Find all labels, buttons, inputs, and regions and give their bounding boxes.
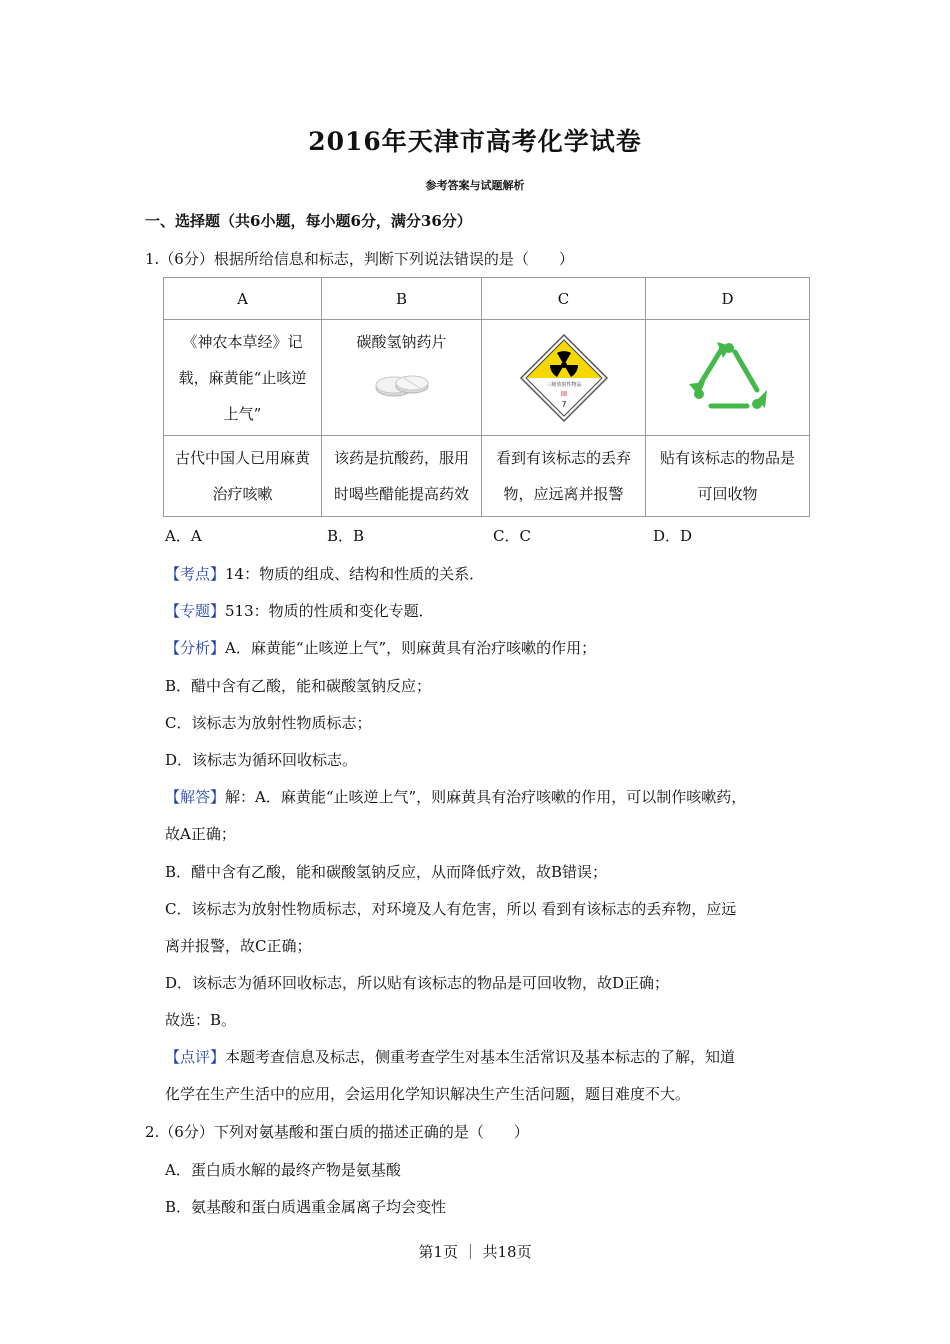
option-b: B．B [327,527,365,545]
exam-title: 2016年天津市高考化学试卷 [308,127,642,156]
jieda-line [165,786,746,807]
cell-b-info [322,320,482,436]
jieda-c1: C．该标志为放射性物质标志，对环境及人有危害，所以 看到有该标志的丢弃物，应远 [165,900,737,918]
kaodian-line [165,563,484,584]
question-1-options [165,525,865,547]
kaodian-tag: 【考点】 [165,565,226,583]
fenxi-tag: 【分析】 [165,639,226,657]
recycle-sign-icon [685,338,771,418]
cell-a-statement-line-1: 古代中国人已用麻黄 [174,449,310,467]
exam-subtitle: 参考答案与试题解析 [425,179,525,192]
fenxi-b: B．醋中含有乙酸，能和碳酸氢钠反应； [165,677,432,695]
option-c: C．C [493,527,531,545]
header-cell-b: B [322,278,482,320]
cell-b-statement-line-1: 该药是抗酸药，服用 [333,449,469,467]
dianping-text: 本题考查信息及标志，侧重考查学生对基本生活常识及基本标志的了解，知道 [225,1048,736,1066]
question-1-table [163,277,810,517]
question-2-option-b: B．氨基酸和蛋白质遇重金属离子均会变性 [165,1198,447,1216]
cell-c-info [482,320,646,436]
fenxi-line [165,637,596,658]
cell-a-line-3: 上气” [223,404,262,423]
header-cell-a: A [164,278,322,320]
zhuanti-text: 513：物质的性质和变化专题． [225,602,434,620]
jieda-b: B．醋中含有乙酸，能和碳酸氢钠反应，从而降低疗效，故B错误； [165,863,608,881]
zhuanti-tag: 【专题】 [165,602,226,620]
jieda-c2: 离并报警，故C正确； [165,937,312,955]
cell-a-line-1: 《神农本草经》记 [182,332,303,351]
cell-c-statement [482,436,646,517]
question-1-stem: 1.（6分）根据所给信息和标志，判断下列说法错误的是（ ） [145,250,574,268]
question-2-option-a: A．蛋白质水解的最终产物是氨基酸 [165,1161,401,1179]
jieda-a2: 故A正确； [165,825,236,843]
tablet-pills-image [372,366,432,402]
jieda-selection: 故选：B。 [165,1011,237,1029]
cell-b-text: 碳酸氢钠药片 [356,333,447,351]
dianping-line [165,1046,735,1067]
fenxi-text: A．麻黄能“止咳逆上气”，则麻黄具有治疗咳嗽的作用； [225,639,597,657]
jieda-text: 解：A．麻黄能“止咳逆上气”，则麻黄具有治疗咳嗽的作用，可以制作咳嗽药， [225,788,747,806]
section-heading: 一、选择题（共6小题，每小题6分，满分36分） [145,212,472,230]
option-d: D．D [653,527,693,545]
sign-label-text: 三级放射性物品 [545,381,582,388]
cell-c-statement-line-1: 看到有该标志的丢弃 [495,449,631,467]
cell-c-statement-line-2: 物，应远离并报警 [503,485,624,503]
header-cell-c: C [482,278,646,320]
dianping-tag: 【点评】 [165,1048,226,1066]
cell-d-info [646,320,810,436]
cell-a-info [164,320,322,436]
dianping-2: 化学在生产生活中的应用，会运用化学知识解决生产生活问题，题目难度不大。 [165,1085,691,1103]
cell-d-statement-line-1: 贴有该标志的物品是 [659,449,795,467]
header-cell-d: D [646,278,810,320]
cell-a-line-2: 载，麻黄能“止咳逆 [178,368,307,387]
cell-d-statement [646,436,810,517]
option-a: A．A [165,527,202,545]
fenxi-c: C．该标志为放射性物质标志； [165,714,372,732]
cell-b-statement [322,436,482,517]
fenxi-d: D．该标志为循环回收标志。 [165,751,358,769]
cell-d-statement-line-2: 可回收物 [697,485,758,503]
kaodian-text: 14：物质的组成、结构和性质的关系． [225,565,485,583]
radioactive-sign-icon [519,333,609,423]
table-header-row [164,278,810,320]
table-statement-row [164,436,810,517]
cell-b-statement-line-2: 时喝些醋能提高药效 [333,485,469,503]
table-info-row [164,320,810,436]
page-footer: 第1页 ｜ 共18页 [418,1243,532,1261]
jieda-d: D．该标志为循环回收标志，所以贴有该标志的物品是可回收物，故D正确； [165,974,670,992]
sign-roman-text: III [560,389,567,398]
question-2-stem: 2.（6分）下列对氨基酸和蛋白质的描述正确的是（ ） [145,1123,529,1141]
cell-a-statement [164,436,322,517]
cell-a-statement-line-2: 治疗咳嗽 [212,485,273,503]
jieda-tag: 【解答】 [165,788,226,806]
zhuanti-line [165,600,434,621]
sign-class-number: 7 [560,399,567,409]
